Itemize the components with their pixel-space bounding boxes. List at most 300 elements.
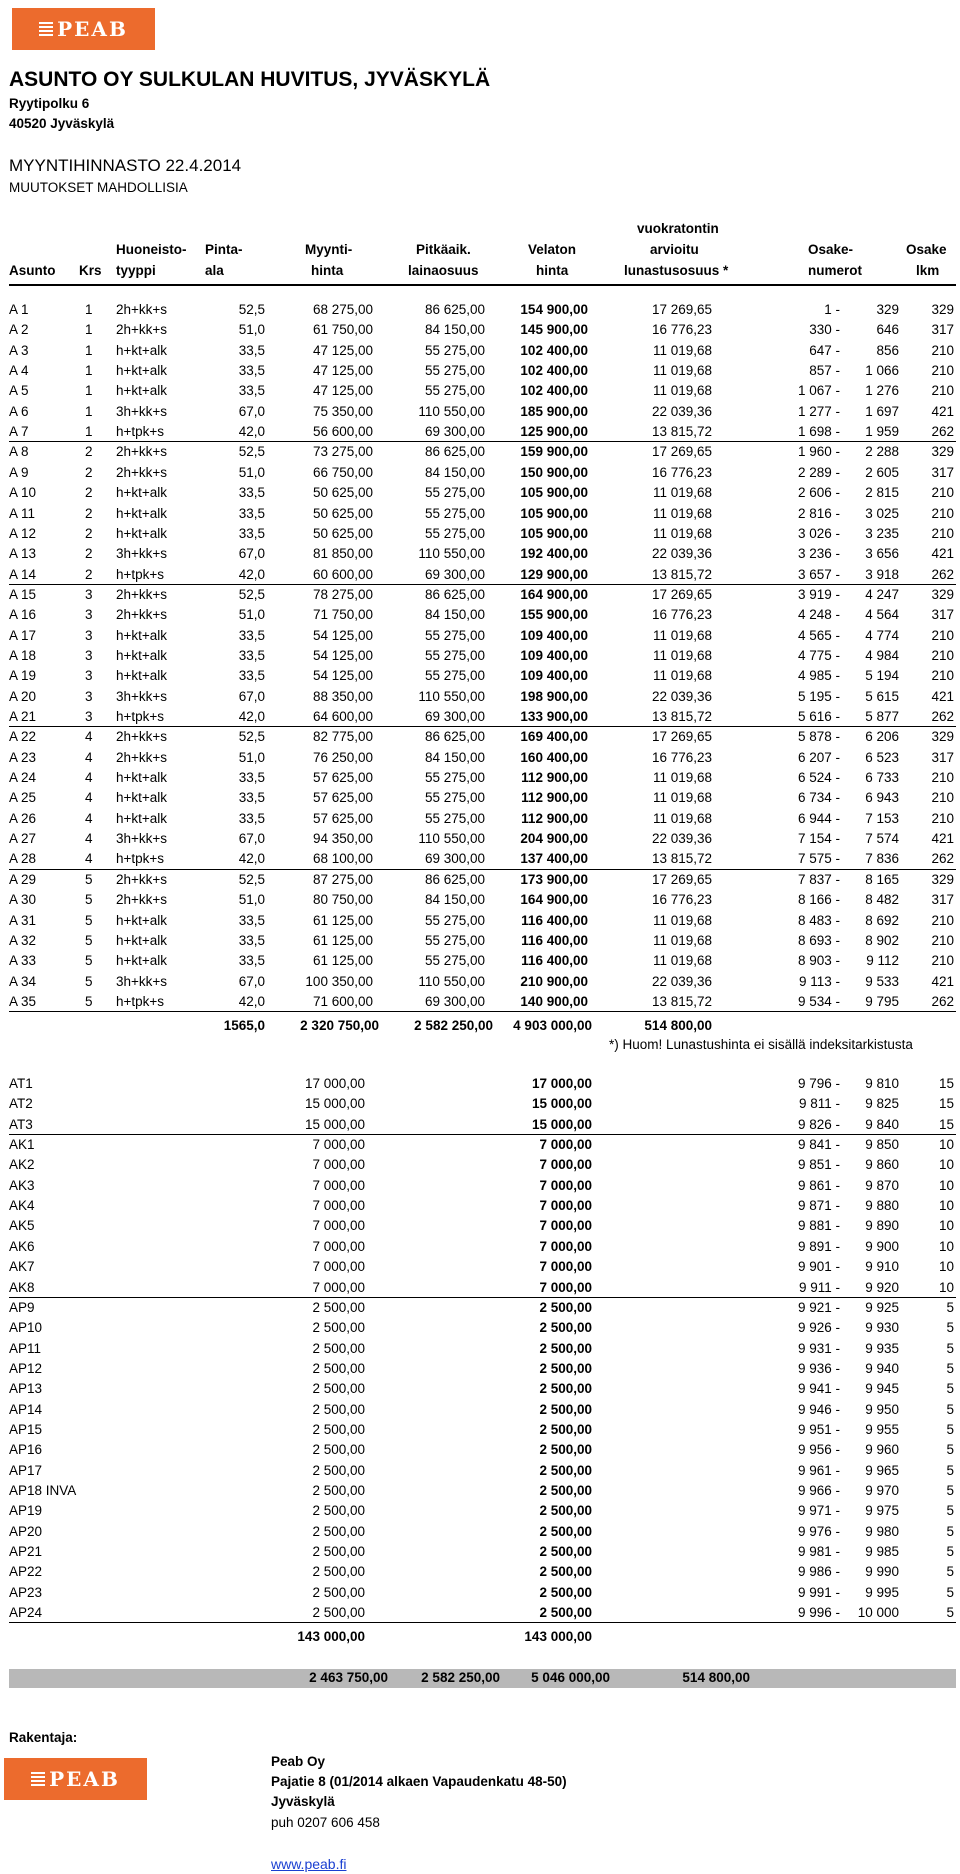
table-row [9, 931, 956, 951]
header-osakenum-1: Osake- [808, 242, 854, 257]
builder-city: Jyväskylä [271, 1794, 335, 1809]
table-row [9, 585, 956, 605]
table-row [9, 870, 956, 890]
table-row [9, 320, 956, 340]
cell-lkm: 210 [931, 953, 954, 969]
cell-to: 5 615 [865, 688, 899, 704]
cell-myynti: 57 625,00 [312, 770, 373, 786]
cell-to: 4 247 [865, 586, 899, 602]
cell-krs: 3 [85, 607, 93, 623]
cell-velaton: 2 500,00 [539, 1340, 592, 1356]
cell-lunastus: 11 019,68 [652, 363, 712, 379]
table-row [9, 1094, 956, 1114]
cell-laina: 69 300,00 [424, 993, 485, 1009]
cell-from: 8 693 - [797, 932, 840, 948]
cell-from: 6 734 - [797, 790, 840, 806]
address-line-2: 40520 Jyväskylä [9, 116, 115, 131]
cell-tyyppi: 2h+kk+s [116, 322, 168, 338]
cell-lunastus: 11 019,68 [652, 627, 712, 643]
cell-to: 5 194 [865, 668, 899, 684]
cell-asunto: AK5 [9, 1218, 35, 1234]
table-row [9, 300, 956, 320]
cell-to: 329 [876, 302, 899, 317]
cell-to: 4 564 [865, 607, 899, 623]
cell-laina: 55 275,00 [424, 810, 485, 826]
cell-asunto: A 6 [9, 403, 29, 419]
table-row [9, 1461, 956, 1481]
cell-lkm: 210 [931, 647, 954, 663]
cell-asunto: AP17 [9, 1462, 43, 1478]
cell-ala: 52,5 [238, 302, 265, 317]
cell-laina: 110 550,00 [418, 831, 485, 847]
cell-lkm: 210 [931, 383, 954, 399]
cell-lunastus: 13 815,72 [651, 566, 712, 582]
cell-from: 9 946 - [797, 1401, 840, 1417]
cell-lunastus: 17 269,65 [651, 871, 712, 887]
cell-to: 3 918 [865, 566, 899, 582]
cell-ala: 33,5 [238, 912, 265, 928]
cell-myynti: 2 500,00 [312, 1503, 365, 1519]
cell-krs: 2 [85, 566, 93, 582]
cell-lunastus: 11 019,68 [652, 953, 712, 969]
table-row [9, 829, 956, 849]
pricelist-title: MYYNTIHINNASTO 22.4.2014 [9, 156, 242, 175]
cell-to: 9 860 [865, 1157, 899, 1173]
cell-from: 9 991 - [797, 1584, 840, 1600]
cell-myynti: 2 500,00 [312, 1320, 365, 1336]
cell-to: 9 850 [865, 1137, 899, 1153]
extras-total-myynti: 143 000,00 [297, 1629, 365, 1644]
cell-lkm: 210 [931, 505, 954, 521]
cell-lunastus: 11 019,68 [652, 383, 712, 399]
grand-totals-row [9, 1668, 956, 1688]
cell-from: 5 616 - [797, 709, 840, 724]
cell-velaton: 145 900,00 [520, 322, 588, 338]
cell-from: 9 841 - [797, 1137, 840, 1153]
cell-lunastus: 13 815,72 [651, 993, 712, 1009]
cell-laina: 55 275,00 [424, 668, 485, 684]
cell-lkm: 210 [931, 485, 954, 501]
cell-lkm: 10 [938, 1259, 954, 1275]
cell-from: 7 154 - [797, 831, 840, 847]
cell-to: 9 955 [865, 1421, 899, 1437]
cell-myynti: 2 500,00 [312, 1360, 365, 1376]
cell-velaton: 2 500,00 [539, 1523, 592, 1539]
cell-asunto: A 28 [9, 851, 37, 867]
cell-velaton: 2 500,00 [539, 1381, 592, 1397]
cell-myynti: 2 500,00 [312, 1381, 365, 1397]
table-row [9, 605, 956, 625]
cell-tyyppi: h+kt+alk [116, 627, 168, 643]
cell-laina: 55 275,00 [424, 342, 485, 358]
cell-krs: 4 [85, 790, 93, 806]
cell-from: 5 195 - [797, 688, 840, 704]
peab-logo-bottom: PEAB [4, 1758, 147, 1800]
cell-asunto: A 13 [9, 546, 37, 562]
table-row [9, 463, 956, 483]
cell-lkm: 210 [931, 363, 954, 379]
cell-myynti: 54 125,00 [312, 627, 373, 643]
cell-lunastus: 11 019,68 [652, 342, 712, 358]
cell-krs: 4 [85, 749, 93, 765]
cell-lkm: 210 [931, 342, 954, 358]
cell-tyyppi: 2h+kk+s [116, 892, 168, 908]
cell-to: 8 165 [865, 871, 899, 887]
cell-velaton: 116 400,00 [521, 932, 588, 948]
cell-velaton: 173 900,00 [520, 871, 588, 887]
cell-velaton: 204 900,00 [520, 831, 588, 847]
cell-lkm: 317 [931, 322, 954, 338]
header-asunto: Asunto [9, 263, 56, 278]
cell-asunto: A 7 [9, 424, 29, 440]
cell-asunto: A 1 [9, 302, 29, 317]
cell-asunto: AP11 [9, 1340, 42, 1356]
cell-from: 9 861 - [797, 1177, 840, 1193]
header-osakenum-2: numerot [808, 263, 862, 278]
cell-lunastus: 11 019,68 [652, 525, 712, 541]
cell-krs: 4 [85, 810, 93, 826]
cell-lkm: 15 [938, 1096, 954, 1112]
cell-velaton: 116 400,00 [521, 953, 588, 969]
table-row [9, 565, 956, 585]
cell-lkm: 5 [946, 1605, 954, 1621]
cell-to: 4 984 [865, 647, 899, 663]
cell-lkm: 15 [938, 1116, 954, 1132]
table-row [9, 748, 956, 768]
cell-ala: 33,5 [238, 363, 265, 379]
cell-from: 7 575 - [797, 851, 840, 867]
cell-to: 8 482 [865, 892, 899, 908]
cell-asunto: AT1 [9, 1076, 33, 1091]
cell-to: 6 943 [865, 790, 899, 806]
cell-asunto: AP21 [9, 1544, 43, 1560]
cell-from: 9 891 - [797, 1238, 840, 1254]
builder-website-link[interactable]: www.peab.fi [271, 1856, 347, 1872]
cell-velaton: 129 900,00 [520, 566, 588, 582]
cell-from: 9 976 - [797, 1523, 840, 1539]
builder-phone: puh 0207 606 458 [271, 1815, 380, 1830]
cell-laina: 110 550,00 [418, 973, 485, 989]
cell-krs: 3 [85, 688, 93, 704]
cell-velaton: 210 900,00 [520, 973, 588, 989]
header-myynti-2: hinta [311, 263, 344, 278]
table-header [0, 0, 960, 290]
cell-asunto: AP14 [9, 1401, 43, 1417]
cell-lkm: 421 [931, 688, 954, 704]
cell-tyyppi: h+tpk+s [116, 566, 165, 582]
grand-myynti: 2 463 750,00 [309, 1670, 388, 1685]
peab-logo: PEAB [12, 8, 155, 50]
cell-myynti: 7 000,00 [312, 1259, 365, 1275]
cell-to: 9 890 [865, 1218, 899, 1234]
cell-myynti: 61 125,00 [312, 932, 373, 948]
cell-myynti: 47 125,00 [312, 342, 373, 358]
cell-lkm: 5 [946, 1381, 954, 1397]
cell-tyyppi: h+kt+alk [116, 932, 168, 948]
cell-lkm: 329 [931, 729, 954, 745]
cell-to: 8 692 [865, 912, 899, 928]
cell-ala: 67,0 [238, 831, 265, 847]
cell-asunto: A 31 [9, 912, 37, 928]
cell-laina: 110 550,00 [418, 403, 485, 419]
cell-lunastus: 16 776,23 [651, 892, 712, 908]
cell-krs: 2 [85, 546, 93, 562]
cell-lunastus: 16 776,23 [651, 749, 712, 765]
cell-to: 9 795 [865, 993, 899, 1009]
cell-from: 9 534 - [797, 993, 840, 1009]
table-row [9, 422, 956, 442]
cell-to: 9 810 [865, 1076, 899, 1091]
cell-velaton: 125 900,00 [520, 424, 588, 440]
cell-to: 7 153 [865, 810, 899, 826]
table-row [9, 1603, 956, 1623]
cell-from: 6 524 - [797, 770, 840, 786]
cell-to: 9 950 [865, 1401, 899, 1417]
cell-ala: 33,5 [238, 627, 265, 643]
cell-lkm: 5 [946, 1503, 954, 1519]
cell-krs: 2 [85, 444, 93, 460]
cell-ala: 67,0 [238, 403, 265, 419]
cell-lkm: 210 [931, 668, 954, 684]
cell-velaton: 159 900,00 [520, 444, 588, 460]
header-vuokra-1: vuokratontin [637, 221, 719, 236]
cell-to: 5 877 [865, 709, 899, 724]
cell-from: 1 277 - [797, 403, 840, 419]
table-row [9, 1522, 956, 1542]
cell-laina: 55 275,00 [424, 383, 485, 399]
cell-from: 9 881 - [797, 1218, 840, 1234]
cell-myynti: 88 350,00 [312, 688, 373, 704]
cell-to: 1 066 [865, 363, 899, 379]
cell-velaton: 7 000,00 [539, 1238, 592, 1254]
table-row [9, 1196, 956, 1216]
cell-asunto: AP13 [9, 1381, 43, 1397]
cell-to: 9 940 [865, 1360, 899, 1376]
cell-krs: 1 [85, 322, 93, 338]
cell-lkm: 421 [931, 973, 954, 989]
cell-from: 9 921 - [797, 1299, 840, 1315]
table-row [9, 1359, 956, 1379]
cell-to: 4 774 [865, 627, 899, 643]
cell-myynti: 7 000,00 [312, 1279, 365, 1295]
cell-from: 8 903 - [797, 953, 840, 969]
table-row [9, 849, 956, 869]
cell-myynti: 100 350,00 [305, 973, 373, 989]
table-row [9, 381, 956, 401]
cell-myynti: 94 350,00 [312, 831, 373, 847]
table-row [9, 972, 956, 992]
cell-ala: 52,5 [238, 586, 265, 602]
cell-asunto: AK6 [9, 1238, 35, 1254]
cell-from: 8 166 - [797, 892, 840, 908]
cell-laina: 86 625,00 [424, 729, 485, 745]
cell-tyyppi: 3h+kk+s [116, 688, 168, 704]
cell-asunto: A 12 [9, 525, 37, 541]
extras-totals-row [9, 1627, 956, 1647]
cell-myynti: 61 125,00 [312, 912, 373, 928]
cell-lunastus: 17 269,65 [651, 586, 712, 602]
cell-tyyppi: h+kt+alk [116, 668, 168, 684]
cell-ala: 33,5 [238, 525, 265, 541]
cell-laina: 86 625,00 [424, 444, 485, 460]
cell-to: 9 533 [865, 973, 899, 989]
address-line-1: Ryytipolku 6 [9, 96, 90, 111]
header-rule [9, 284, 956, 286]
cell-from: 647 - [809, 342, 840, 358]
cell-lunastus: 22 039,36 [651, 688, 712, 704]
cell-asunto: A 22 [9, 729, 37, 745]
header-osakelkm-2: lkm [916, 263, 940, 278]
cell-lkm: 329 [931, 586, 954, 602]
cell-krs: 5 [85, 993, 93, 1009]
cell-to: 9 112 [866, 953, 899, 969]
table-row [9, 1318, 956, 1338]
cell-asunto: A 14 [9, 566, 37, 582]
cell-ala: 33,5 [238, 790, 265, 806]
cell-from: 3 236 - [797, 546, 840, 562]
table-row [9, 442, 956, 462]
cell-velaton: 150 900,00 [520, 464, 588, 480]
cell-myynti: 61 750,00 [312, 322, 373, 338]
cell-tyyppi: 3h+kk+s [116, 546, 168, 562]
cell-velaton: 2 500,00 [539, 1360, 592, 1376]
cell-lkm: 10 [938, 1157, 954, 1173]
cell-tyyppi: h+tpk+s [116, 993, 165, 1009]
cell-velaton: 7 000,00 [539, 1218, 592, 1234]
cell-myynti: 57 625,00 [312, 810, 373, 826]
cell-velaton: 116 400,00 [521, 912, 588, 928]
extras-total-velaton: 143 000,00 [524, 1629, 592, 1644]
cell-lkm: 5 [946, 1401, 954, 1417]
cell-ala: 42,0 [238, 993, 265, 1009]
cell-to: 646 [876, 322, 899, 338]
cell-from: 3 919 - [797, 586, 840, 602]
cell-velaton: 112 900,00 [521, 770, 588, 786]
cell-asunto: A 33 [9, 953, 37, 969]
cell-velaton: 102 400,00 [520, 363, 588, 379]
cell-asunto: AP12 [9, 1360, 43, 1376]
cell-krs: 2 [85, 525, 93, 541]
cell-velaton: 160 400,00 [520, 749, 588, 765]
cell-tyyppi: h+kt+alk [116, 342, 168, 358]
cell-to: 2 288 [865, 444, 899, 460]
cell-lunastus: 22 039,36 [651, 403, 712, 419]
cell-from: 9 971 - [797, 1503, 840, 1519]
cell-krs: 1 [85, 342, 93, 358]
cell-from: 1 698 - [797, 424, 840, 440]
cell-asunto: A 27 [9, 831, 37, 847]
cell-ala: 52,5 [238, 444, 265, 460]
cell-to: 9 960 [865, 1442, 899, 1458]
cell-myynti: 7 000,00 [312, 1137, 365, 1153]
cell-to: 7 836 [865, 851, 899, 867]
table-row [9, 727, 956, 747]
table-row [9, 1176, 956, 1196]
cell-krs: 5 [85, 871, 93, 887]
cell-asunto: A 10 [9, 485, 37, 501]
cell-velaton: 105 900,00 [520, 485, 588, 501]
cell-ala: 33,5 [238, 485, 265, 501]
cell-asunto: A 23 [9, 749, 37, 765]
cell-from: 6 944 - [797, 810, 840, 826]
cell-asunto: A 15 [9, 586, 37, 602]
cell-krs: 4 [85, 770, 93, 786]
cell-myynti: 17 000,00 [304, 1076, 365, 1091]
cell-ala: 42,0 [238, 566, 265, 582]
table-row [9, 1135, 956, 1155]
cell-lunastus: 22 039,36 [651, 546, 712, 562]
cell-tyyppi: h+kt+alk [116, 953, 168, 969]
cell-asunto: A 19 [9, 668, 37, 684]
cell-laina: 69 300,00 [424, 851, 485, 867]
cell-myynti: 2 500,00 [312, 1523, 365, 1539]
cell-lkm: 10 [938, 1279, 954, 1295]
cell-lunastus: 11 019,68 [652, 505, 712, 521]
cell-velaton: 15 000,00 [531, 1116, 592, 1132]
cell-krs: 5 [85, 973, 93, 989]
cell-to: 9 880 [865, 1198, 899, 1214]
cell-lunastus: 11 019,68 [652, 932, 712, 948]
cell-to: 3 025 [865, 505, 899, 521]
cell-lkm: 210 [931, 790, 954, 806]
cell-lkm: 5 [946, 1360, 954, 1376]
cell-myynti: 66 750,00 [312, 464, 373, 480]
cell-velaton: 2 500,00 [539, 1584, 592, 1600]
header-velaton-2: hinta [536, 263, 569, 278]
cell-ala: 51,0 [238, 464, 265, 480]
cell-laina: 55 275,00 [424, 505, 485, 521]
cell-tyyppi: h+kt+alk [116, 912, 168, 928]
cell-from: 2 606 - [797, 485, 840, 501]
cell-laina: 69 300,00 [424, 424, 485, 440]
cell-asunto: A 18 [9, 647, 37, 663]
cell-krs: 4 [85, 729, 93, 745]
cell-ala: 42,0 [238, 424, 265, 440]
cell-krs: 1 [85, 424, 93, 440]
cell-to: 856 [876, 342, 899, 358]
logo-bars-icon [31, 1772, 45, 1786]
cell-velaton: 2 500,00 [539, 1421, 592, 1437]
cell-to: 6 733 [865, 770, 899, 786]
cell-asunto: AP22 [9, 1564, 43, 1580]
table-row [9, 341, 956, 361]
cell-asunto: A 24 [9, 770, 37, 786]
cell-from: 9 796 - [797, 1076, 840, 1091]
cell-myynti: 50 625,00 [312, 525, 373, 541]
cell-lunastus: 22 039,36 [651, 973, 712, 989]
cell-lkm: 210 [931, 627, 954, 643]
cell-to: 6 206 [865, 729, 899, 745]
group-divider [9, 1622, 956, 1623]
cell-krs: 5 [85, 892, 93, 908]
cell-laina: 86 625,00 [424, 586, 485, 602]
cell-velaton: 109 400,00 [520, 627, 588, 643]
cell-laina: 110 550,00 [418, 546, 485, 562]
cell-ala: 33,5 [238, 505, 265, 521]
table-row [9, 666, 956, 686]
cell-tyyppi: h+kt+alk [116, 647, 168, 663]
header-myynti-1: Myynti- [305, 242, 353, 257]
cell-asunto: A 2 [9, 322, 29, 338]
cell-lkm: 10 [938, 1238, 954, 1254]
apartment-totals-row [9, 1016, 956, 1036]
cell-velaton: 133 900,00 [520, 709, 588, 724]
cell-myynti: 15 000,00 [304, 1116, 365, 1132]
cell-lkm: 5 [946, 1320, 954, 1336]
cell-myynti: 2 500,00 [312, 1544, 365, 1560]
cell-to: 6 523 [865, 749, 899, 765]
header-huoneisto-1: Huoneisto- [116, 242, 187, 257]
